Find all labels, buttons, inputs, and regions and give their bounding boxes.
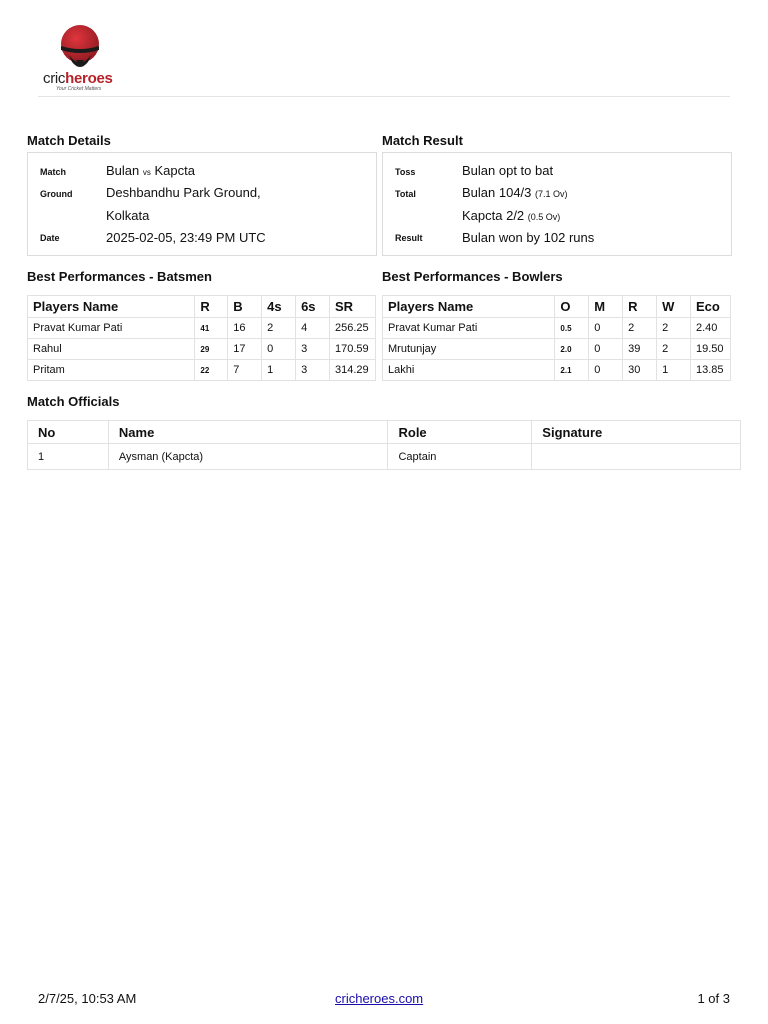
result-label: Result bbox=[395, 233, 423, 243]
maidens: 0 bbox=[589, 360, 623, 381]
brand-tagline: Your Cricket Matters bbox=[56, 86, 102, 92]
col-header: R bbox=[623, 296, 657, 318]
table-row bbox=[383, 339, 731, 360]
runs: 2 bbox=[623, 318, 657, 339]
wickets: 1 bbox=[657, 360, 691, 381]
col-header: R bbox=[195, 296, 228, 318]
match-result-box bbox=[382, 152, 732, 256]
official-no: 1 bbox=[28, 444, 109, 470]
col-header: Name bbox=[108, 421, 388, 444]
runs: 41 bbox=[195, 318, 228, 339]
table-row bbox=[383, 318, 731, 339]
col-header: No bbox=[28, 421, 109, 444]
toss-value: Bulan opt to bat bbox=[462, 163, 554, 178]
ground-line2: Kolkata bbox=[106, 208, 150, 223]
match-details-title: Match Details bbox=[27, 133, 111, 148]
balls: 7 bbox=[228, 360, 262, 381]
batsmen-title: Best Performances - Batsmen bbox=[27, 269, 212, 284]
col-header: Players Name bbox=[28, 296, 195, 318]
bowlers-header-row bbox=[383, 296, 731, 318]
total-label: Total bbox=[395, 189, 416, 199]
match-teams: Bulan vs Kapcta bbox=[106, 163, 195, 178]
economy: 19.50 bbox=[690, 339, 730, 360]
match-details-box bbox=[27, 152, 377, 256]
officials-header-row bbox=[28, 421, 741, 444]
balls: 17 bbox=[228, 339, 262, 360]
overs: 2.0 bbox=[555, 339, 589, 360]
match-label: Match bbox=[40, 167, 67, 177]
player-name: Pritam bbox=[28, 360, 195, 381]
ground-line1: Deshbandhu Park Ground, bbox=[106, 185, 261, 200]
col-header: SR bbox=[329, 296, 375, 318]
table-row bbox=[383, 360, 731, 381]
ground-label: Ground bbox=[40, 189, 73, 199]
footer-link-wrap bbox=[335, 991, 423, 1006]
player-name: Pravat Kumar Pati bbox=[383, 318, 555, 339]
result-value: Bulan won by 102 runs bbox=[462, 230, 595, 245]
strike-rate: 170.59 bbox=[329, 339, 375, 360]
wickets: 2 bbox=[657, 339, 691, 360]
batsmen-table bbox=[27, 295, 376, 381]
table-row bbox=[28, 444, 741, 470]
match-result-title: Match Result bbox=[382, 133, 463, 148]
bowlers-title: Best Performances - Bowlers bbox=[382, 269, 563, 284]
player-name: Lakhi bbox=[383, 360, 555, 381]
col-header: Eco bbox=[690, 296, 730, 318]
col-header: Players Name bbox=[383, 296, 555, 318]
date-label: Date bbox=[40, 233, 60, 243]
official-name: Aysman (Kapcta) bbox=[108, 444, 388, 470]
official-signature bbox=[532, 444, 741, 470]
col-header: 6s bbox=[296, 296, 330, 318]
player-name: Pravat Kumar Pati bbox=[28, 318, 195, 339]
officials-table bbox=[27, 420, 741, 470]
header-divider bbox=[38, 96, 730, 97]
maidens: 0 bbox=[589, 318, 623, 339]
date-value: 2025-02-05, 23:49 PM UTC bbox=[106, 230, 266, 245]
table-row bbox=[28, 318, 376, 339]
runs: 30 bbox=[623, 360, 657, 381]
player-name: Mrutunjay bbox=[383, 339, 555, 360]
fours: 1 bbox=[262, 360, 296, 381]
footer-link[interactable]: cricheroes.com bbox=[335, 991, 424, 1006]
col-header: W bbox=[657, 296, 691, 318]
col-header: Signature bbox=[532, 421, 741, 444]
strike-rate: 256.25 bbox=[329, 318, 375, 339]
runs: 22 bbox=[195, 360, 228, 381]
fours: 2 bbox=[262, 318, 296, 339]
footer-timestamp: 2/7/25, 10:53 AM bbox=[38, 991, 137, 1006]
sixes: 3 bbox=[296, 360, 330, 381]
col-header: B bbox=[228, 296, 262, 318]
official-role: Captain bbox=[388, 444, 532, 470]
col-header: 4s bbox=[262, 296, 296, 318]
table-row bbox=[28, 339, 376, 360]
player-name: Rahul bbox=[28, 339, 195, 360]
balls: 16 bbox=[228, 318, 262, 339]
officials-title: Match Officials bbox=[27, 394, 120, 409]
brand-wordmark: cricheroes bbox=[43, 70, 113, 87]
fours: 0 bbox=[262, 339, 296, 360]
overs: 2.1 bbox=[555, 360, 589, 381]
col-header: O bbox=[555, 296, 589, 318]
col-header: M bbox=[589, 296, 623, 318]
sixes: 3 bbox=[296, 339, 330, 360]
runs: 39 bbox=[623, 339, 657, 360]
strike-rate: 314.29 bbox=[329, 360, 375, 381]
sixes: 4 bbox=[296, 318, 330, 339]
table-row bbox=[28, 360, 376, 381]
overs: 0.5 bbox=[555, 318, 589, 339]
wickets: 2 bbox=[657, 318, 691, 339]
batsmen-header-row bbox=[28, 296, 376, 318]
total-team-b: Kapcta 2/2 (0.5 Ov) bbox=[462, 208, 561, 223]
total-team-a: Bulan 104/3 (7.1 Ov) bbox=[462, 185, 568, 200]
economy: 2.40 bbox=[690, 318, 730, 339]
bowlers-table bbox=[382, 295, 731, 381]
footer-page-number: 1 of 3 bbox=[697, 991, 730, 1006]
toss-label: Toss bbox=[395, 167, 416, 177]
col-header: Role bbox=[388, 421, 532, 444]
maidens: 0 bbox=[589, 339, 623, 360]
economy: 13.85 bbox=[690, 360, 730, 381]
runs: 29 bbox=[195, 339, 228, 360]
